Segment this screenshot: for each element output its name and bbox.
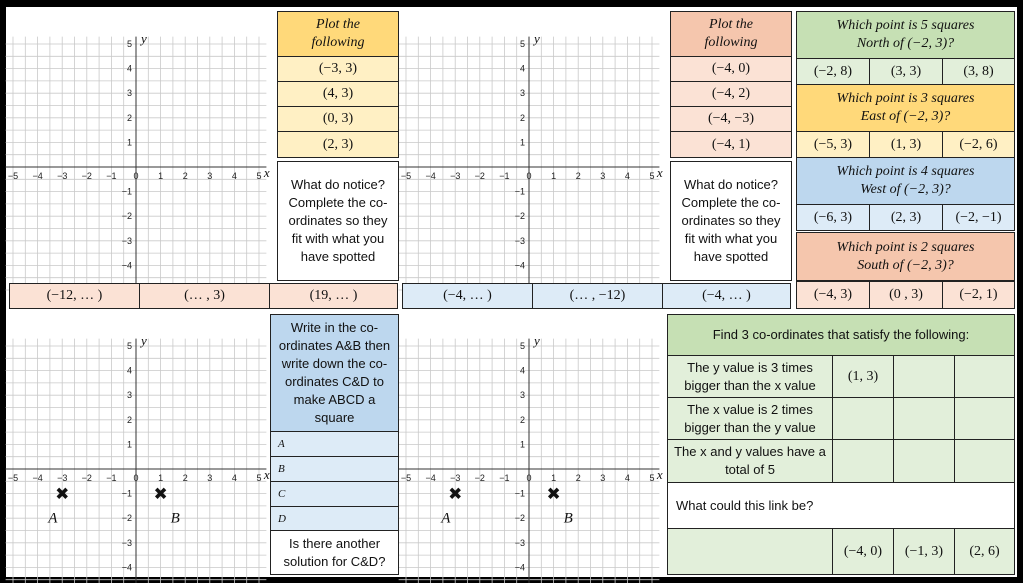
- y-tick-label: −3: [514, 537, 525, 548]
- panel3-instruction: Write in the co-ordinates A&B then write down the co-ordinates C&D to make ABCD a square: [270, 314, 399, 432]
- y-tick-label: −4: [121, 260, 132, 271]
- x-tick-label: −3: [450, 171, 461, 181]
- y-tick-label: −1: [121, 488, 132, 499]
- x-tick-label: −1: [106, 171, 117, 181]
- x-tick-label: 4: [624, 473, 630, 483]
- rule-cell: The y value is 3 times bigger than the x value: [667, 355, 833, 398]
- panel1-point: (0, 3): [277, 106, 399, 132]
- x-tick-label: 0: [133, 171, 139, 181]
- x-tick-label: 5: [256, 473, 262, 483]
- point-label: A: [48, 510, 58, 527]
- y-axis-label: y: [141, 332, 147, 348]
- option-cell: (−5, 3): [796, 131, 870, 158]
- y-tick-label: −1: [121, 186, 132, 197]
- x-tick-label: −4: [32, 171, 43, 181]
- answer-cell[interactable]: [893, 355, 955, 398]
- point-marker: ✖: [448, 484, 463, 505]
- panel2-complete: (−4, … ): [662, 283, 791, 309]
- answer-cell[interactable]: [832, 439, 894, 483]
- question-east: [796, 84, 1015, 132]
- panel1-point: (−3, 3): [277, 56, 399, 82]
- panel1-complete: (−12, … ): [9, 283, 140, 309]
- x-axis-label: x: [656, 467, 663, 482]
- coordinate-grid-4: [399, 317, 669, 575]
- x-tick-label: 3: [207, 473, 213, 483]
- option-cell: (1, 3): [869, 131, 943, 158]
- y-tick-label: 1: [126, 137, 132, 148]
- option-cell: (3, 8): [942, 58, 1015, 85]
- y-tick-label: 2: [126, 112, 132, 123]
- x-tick-label: 4: [231, 473, 237, 483]
- x-tick-label: −5: [7, 473, 19, 483]
- option-cell: (−2, −1): [942, 204, 1015, 231]
- y-tick-label: −1: [514, 186, 525, 197]
- y-tick-label: −2: [121, 211, 132, 222]
- point-marker: ✖: [546, 484, 561, 505]
- panel2-complete: (−4, … ): [402, 283, 533, 309]
- x-tick-label: −5: [400, 473, 412, 483]
- y-tick-label: 1: [519, 137, 525, 148]
- x-tick-label: 2: [182, 473, 188, 483]
- point-label: A: [441, 510, 451, 527]
- answer-row-d[interactable]: D: [270, 506, 399, 531]
- answer-cell[interactable]: [954, 439, 1015, 483]
- y-tick-label: 5: [126, 341, 132, 351]
- bottom-cell: (−1, 3): [893, 528, 955, 575]
- answer-cell[interactable]: [893, 439, 955, 483]
- x-tick-label: 3: [600, 473, 606, 483]
- option-cell: (−6, 3): [796, 204, 870, 231]
- panel1-point: (4, 3): [277, 81, 399, 107]
- y-tick-label: −4: [514, 562, 525, 573]
- y-tick-label: 5: [519, 341, 525, 351]
- coordinate-grid-1: [6, 15, 276, 273]
- y-tick-label: 2: [519, 112, 525, 123]
- point-marker: ✖: [153, 484, 168, 505]
- x-tick-label: 1: [158, 473, 164, 483]
- grid-svg: [6, 317, 276, 575]
- x-tick-label: 5: [256, 171, 262, 181]
- x-tick-label: 0: [526, 171, 532, 181]
- x-tick-label: −4: [425, 473, 436, 483]
- x-tick-label: −3: [57, 171, 68, 181]
- x-tick-label: 3: [600, 171, 606, 181]
- answer-cell[interactable]: [893, 397, 955, 440]
- bottom-cell: (−4, 0): [832, 528, 894, 575]
- y-tick-label: −2: [514, 211, 525, 222]
- y-tick-label: −3: [121, 235, 132, 246]
- y-tick-label: 4: [126, 63, 132, 74]
- x-tick-label: 4: [624, 171, 630, 181]
- y-tick-label: −2: [514, 513, 525, 524]
- x-tick-label: −1: [499, 473, 510, 483]
- question-text: Which point is 3 squares: [836, 91, 975, 106]
- x-tick-label: 5: [649, 171, 655, 181]
- question-text: Which point is 2 squares: [836, 239, 975, 255]
- y-tick-label: −1: [514, 488, 525, 499]
- point-label: B: [170, 510, 180, 527]
- x-tick-label: −2: [474, 473, 485, 483]
- y-tick-label: −3: [121, 537, 132, 548]
- panel2-notice: What do notice? Complete the co-ordinates so they fit with what you have spotted: [670, 161, 792, 281]
- x-axis-label: x: [656, 165, 663, 180]
- y-tick-label: 1: [126, 439, 132, 450]
- answer-row-c[interactable]: C: [270, 481, 399, 507]
- option-cell: (2, 3): [869, 204, 943, 231]
- bottom-cell: (2, 6): [954, 528, 1015, 575]
- y-tick-label: −4: [121, 562, 132, 573]
- coordinate-grid-2: [399, 15, 669, 273]
- panel3-question: Is there another solution for C&D?: [270, 530, 399, 575]
- answer-cell[interactable]: (1, 3): [832, 355, 894, 398]
- point-marker: ✖: [55, 484, 70, 505]
- option-cell: (−2, 8): [796, 58, 870, 85]
- worksheet: [6, 7, 1017, 577]
- option-cell: (3, 3): [869, 58, 943, 85]
- panel2-point: (−4, −3): [670, 106, 792, 132]
- x-tick-label: −4: [32, 473, 43, 483]
- y-tick-label: 4: [126, 365, 132, 376]
- panel2-complete: (… , −12): [532, 283, 663, 309]
- y-tick-label: 3: [126, 390, 132, 401]
- question-text: Which point is 5 squares: [836, 18, 975, 33]
- x-tick-label: −1: [106, 473, 117, 483]
- x-tick-label: 0: [526, 473, 532, 483]
- question-text: North of (−2, 3)?: [856, 36, 955, 51]
- x-tick-label: 2: [575, 171, 581, 181]
- x-tick-label: 5: [649, 473, 655, 483]
- panel1-complete: (… , 3): [139, 283, 270, 309]
- y-tick-label: 5: [126, 39, 132, 49]
- grid-svg: [6, 15, 276, 273]
- question-north: [796, 11, 1015, 59]
- panel1-point: (2, 3): [277, 131, 399, 158]
- x-tick-label: 2: [575, 473, 581, 483]
- y-tick-label: −4: [514, 260, 525, 271]
- x-tick-label: −5: [400, 171, 412, 181]
- x-tick-label: −2: [81, 473, 92, 483]
- answer-row-b[interactable]: B: [270, 456, 399, 482]
- y-tick-label: 3: [519, 88, 525, 99]
- x-tick-label: −2: [474, 171, 485, 181]
- answer-cell[interactable]: [954, 355, 1015, 398]
- x-tick-label: 2: [182, 171, 188, 181]
- answer-cell[interactable]: [832, 397, 894, 440]
- x-tick-label: 3: [207, 171, 213, 181]
- point-label: B: [563, 510, 573, 527]
- x-tick-label: 1: [158, 171, 164, 181]
- x-tick-label: −3: [57, 473, 68, 483]
- x-tick-label: 1: [551, 473, 557, 483]
- x-tick-label: 1: [551, 171, 557, 181]
- question-text: Which point is 4 squares: [836, 164, 975, 179]
- bottom-blank-cell: [667, 528, 833, 575]
- link-question: What could this link be?: [667, 482, 1015, 529]
- rule-cell: The x value is 2 times bigger than the y value: [667, 397, 833, 440]
- option-cell: (−4, 3): [796, 281, 870, 309]
- y-tick-label: 5: [519, 39, 525, 49]
- panel2-point: (−4, 0): [670, 56, 792, 82]
- panel1-heading: Plot the following: [277, 11, 399, 57]
- answer-row-a[interactable]: A: [270, 431, 399, 457]
- panel1-notice: What do notice? Complete the co-ordinates so they fit with what you have spotted: [277, 161, 399, 281]
- x-tick-label: 4: [231, 171, 237, 181]
- x-tick-label: −5: [7, 171, 19, 181]
- question-text: West of (−2, 3)?: [860, 182, 951, 197]
- x-tick-label: −4: [425, 171, 436, 181]
- panel4-title: Find 3 co-ordinates that satisfy the following:: [667, 314, 1015, 356]
- y-tick-label: −2: [121, 513, 132, 524]
- option-cell: (−2, 1): [942, 281, 1015, 309]
- y-tick-label: 4: [519, 63, 525, 74]
- x-tick-label: −1: [499, 171, 510, 181]
- question-west: [796, 157, 1015, 205]
- answer-cell[interactable]: [954, 397, 1015, 440]
- grid-svg: [399, 317, 669, 575]
- question-text: South of (−2, 3)?: [857, 257, 954, 273]
- x-axis-label: x: [263, 467, 270, 482]
- x-tick-label: −3: [450, 473, 461, 483]
- option-cell: (−2, 6): [942, 131, 1015, 158]
- y-axis-label: y: [534, 332, 540, 348]
- x-axis-label: x: [263, 165, 270, 180]
- y-axis-label: y: [141, 30, 147, 46]
- x-tick-label: 0: [133, 473, 139, 483]
- rule-cell: The x and y values have a total of 5: [667, 439, 833, 483]
- y-tick-label: 3: [519, 390, 525, 401]
- y-tick-label: 3: [126, 88, 132, 99]
- y-tick-label: 2: [126, 414, 132, 425]
- question-text: East of (−2, 3)?: [860, 109, 951, 124]
- y-tick-label: −3: [514, 235, 525, 246]
- y-tick-label: 4: [519, 365, 525, 376]
- y-tick-label: 1: [519, 439, 525, 450]
- question-south: [796, 232, 1015, 281]
- y-axis-label: y: [534, 30, 540, 46]
- grid-svg: [399, 15, 669, 273]
- panel2-heading: Plot the following: [670, 11, 792, 57]
- panel2-point: (−4, 1): [670, 131, 792, 158]
- y-tick-label: 2: [519, 414, 525, 425]
- coordinate-grid-3: [6, 317, 276, 575]
- panel2-point: (−4, 2): [670, 81, 792, 107]
- panel1-complete: (19, … ): [269, 283, 398, 309]
- x-tick-label: −2: [81, 171, 92, 181]
- option-cell: (0 , 3): [869, 281, 943, 309]
